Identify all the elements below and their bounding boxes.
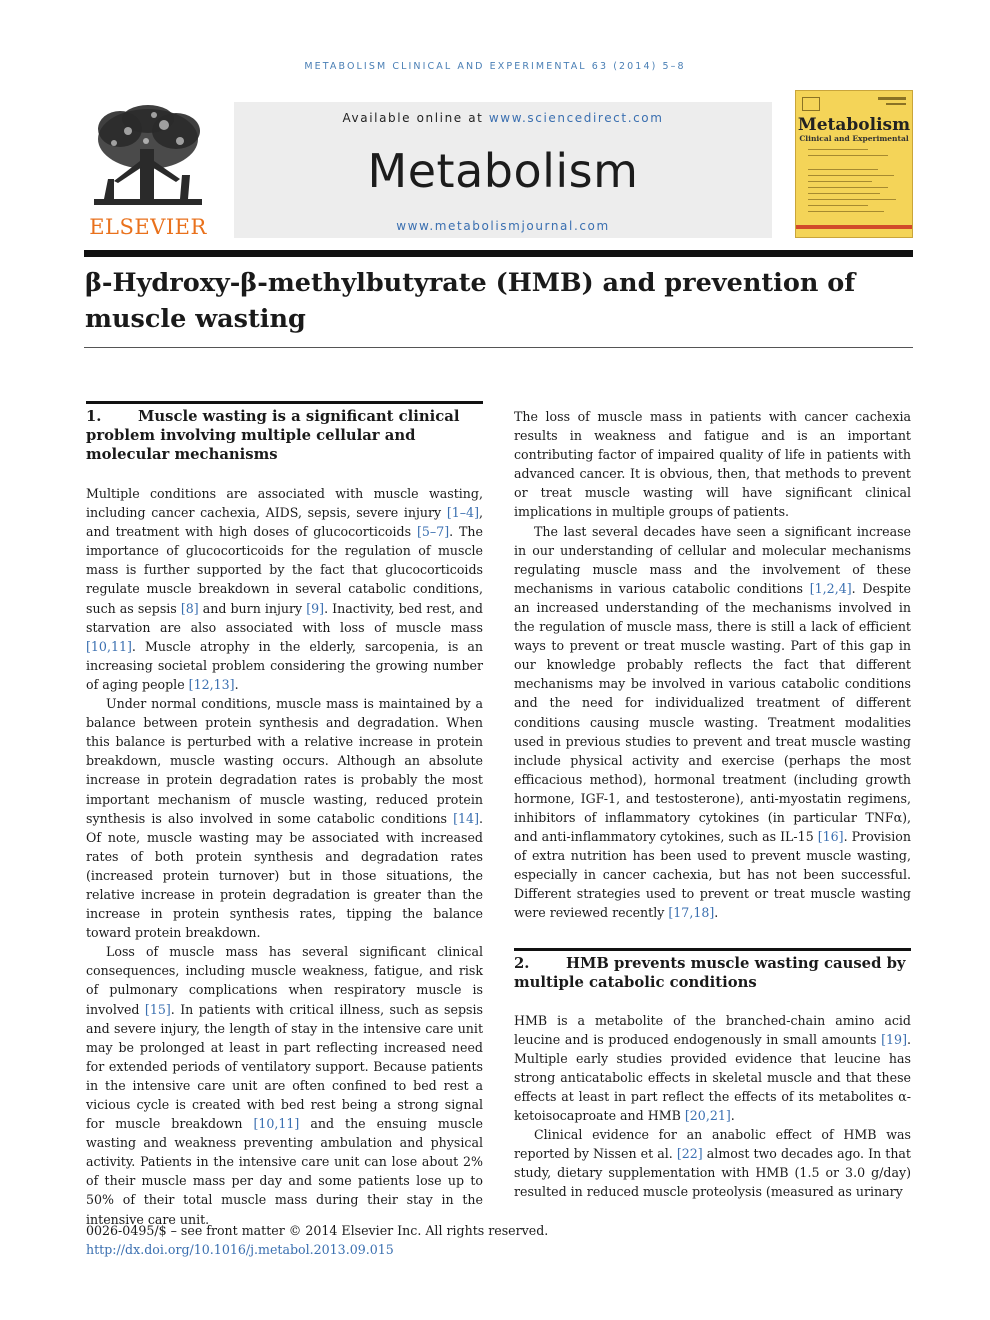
journal-title: Metabolism — [367, 144, 639, 198]
section-1-rule — [86, 401, 483, 404]
citation-link[interactable]: [17,18] — [668, 905, 715, 921]
right-column — [514, 407, 911, 1201]
section-1-paragraph-2: Under normal conditions, muscle mass is maintained by a balance between protein synthesis and degradation. When this balance is perturbed with a relative increase in protein breakdown, muscle wasting occurs. Although an absolute increase in protein degradation rates is probably the most important mechanism of muscle wasting, reduced protein synthesis is also involved in some catabolic conditions [14]. Of note, muscle wasting may be associated with increased rates of both protein synthesis and degradation rates (increased protein turnover) but in those situations, the relative increase in protein degradation is greater than the increase in protein synthesis rates, tipping the balance toward protein breakdown. — [86, 696, 483, 941]
journal-website-link[interactable]: www.metabolismjournal.com — [396, 219, 610, 233]
left-column — [86, 401, 483, 1229]
citation-link[interactable]: [15] — [144, 1001, 171, 1017]
section-1-number: 1. — [86, 408, 102, 425]
section-2-title: HMB prevents muscle wasting caused by multiple catabolic conditions — [514, 954, 906, 991]
citation-link[interactable]: [14] — [453, 810, 479, 826]
section-2-rule — [514, 948, 911, 951]
citation-link[interactable]: [16] — [817, 829, 844, 845]
citation-link[interactable]: [1,2,4] — [809, 580, 852, 596]
section-1-paragraph-1: Multiple conditions are associated with muscle wasting, including cancer cachexia, AIDS, sepsis, severe injury [1–4], and treatment with high doses of glucocorticoids [5–7]. The importance of glucocorticoids for the regulation of muscle mass is further supported by the fact that glucocorticoids regulate muscle breakdown in several catabolic conditions, such as sepsis [8] and burn injury [9]. Inactivity, bed rest, and starvation are also associated with loss of muscle mass [10,11]. Muscle atrophy in the elderly, sarcopenia, is an increasing societal problem considering the growing number of aging people [12,13]. — [86, 486, 483, 692]
section-2-paragraph-2: Clinical evidence for an anabolic effect of HMB was reported by Nissen et al. [22] almost two decades ago. In that study, dietary supplementation with HMB (1.5 or 3.0 g/day) resulted in reduced muscle proteolysis (measured as urinary — [514, 1127, 911, 1200]
citation-link[interactable]: [22] — [676, 1146, 703, 1162]
article-title: β-Hydroxy-β-methylbutyrate (HMB) and prevention of muscle wasting — [85, 268, 856, 334]
section-2-heading — [514, 954, 911, 992]
available-prefix: Available online at — [342, 111, 489, 125]
citation-link[interactable]: [12,13] — [188, 676, 235, 692]
cover-title: Metabolism — [797, 115, 911, 135]
journal-header-box — [234, 102, 772, 238]
citation-link[interactable]: [1–4] — [446, 505, 479, 521]
journal-cover-thumbnail — [795, 90, 913, 238]
cover-emblem-icon — [802, 97, 820, 111]
page-footer — [86, 1221, 548, 1259]
doi-link[interactable]: http://dx.doi.org/10.1016/j.metabol.2013.09.015 — [86, 1242, 394, 1257]
section-2-number: 2. — [514, 954, 530, 972]
section-2-paragraph-1: HMB is a metabolite of the branched-chain amino acid leucine and is produced endogenously in small amounts [19]. Multiple early studies provided evidence that leucine has strong anticatabolic effects in skeletal muscle and that these effects at least in part reflect the effects of its metabolites α-ketoisocaproate and HMB [20,21]. — [514, 1012, 911, 1123]
journal-citation-line: METABOLISM CLINICAL AND EXPERIMENTAL 63 (2014) 5–8 — [304, 61, 686, 72]
citation-link[interactable]: [9] — [306, 600, 325, 616]
sciencedirect-link[interactable]: www.sciencedirect.com — [488, 111, 664, 125]
section-1-paragraph-3: Loss of muscle mass has several significant clinical consequences, including muscle weakness, fatigue, and risk of pulmonary complications when respiratory muscle is involved [15]. In patients with critical illness, such as sepsis and severe injury, the length of stay in the intensive care unit may be prolonged at least in part reflecting increased need for extended periods of ventilatory support. Because patients in the intensive care unit are often confined to bed rest a vicious cycle is created with bed rest being a strong signal for muscle breakdown [10,11] and the ensuing muscle wasting and weakness preventing ambulation and physical activity. Patients in the intensive care unit can lose about 2% of their muscle mass per day and some patients lose up to 50% of their total muscle mass during their stay in the intensive care unit. — [86, 944, 483, 1227]
header-divider-bar — [84, 250, 913, 257]
elsevier-logo — [84, 101, 212, 241]
available-online-line — [234, 111, 772, 125]
citation-link[interactable]: [10,11] — [253, 1116, 300, 1132]
citation-link[interactable]: [19] — [881, 1031, 907, 1047]
cover-subtitle: Clinical and Experimental — [799, 134, 909, 143]
section-1-paragraph-4: The loss of muscle mass in patients with cancer cachexia results in weakness and fatigue and is an important contributing factor of impaired quality of life in patients with advanced cancer. It is obvious, then, that methods to prevent or treat muscle wasting will have significant clinical implications in multiple groups of patients. — [514, 409, 911, 520]
title-rule — [84, 347, 913, 348]
citation-link[interactable]: [10,11] — [86, 638, 132, 654]
section-1-title: Muscle wasting is a significant clinical problem involving multiple cellular and molecular mechanisms — [86, 408, 460, 463]
citation-link[interactable]: [20,21] — [684, 1108, 731, 1123]
section-1-heading — [86, 407, 483, 464]
publisher-name: ELSEVIER — [89, 215, 207, 239]
citation-link[interactable]: [5–7] — [416, 524, 450, 540]
citation-link[interactable]: [8] — [180, 600, 199, 616]
section-1-paragraph-5: The last several decades have seen a significant increase in our understanding of cellular and molecular mechanisms regulating muscle mass and the involvement of these mechanisms in various catabolic conditions [1,2,4]. Despite an increased understanding of the mechanisms involved in the regulation of muscle mass, there is still a lack of efficient ways to prevent or treat muscle wasting. Part of this gap in our knowledge probably reflects the fact that different mechanisms may be involved in various catabolic conditions and the need for individualized treatment of different conditions causing muscle wasting. Treatment modalities used in previous studies to prevent and treat muscle wasting include physical activity and exercise (perhaps the most efficacious method), hormonal treatment (including growth hormone, IGF-1, and testosterone), anti-myostatin regimens, inhibitors of inflammatory cytokines (in particular TNFα), and anti-inflammatory cytokines, such as IL-15 [16]. Provision of extra nutrition has been used to prevent muscle wasting, especially in cancer cachexia, but has not been successful. Different strategies used to prevent or treat muscle wasting were reviewed recently [17,18]. — [514, 523, 911, 921]
copyright-line: 0026-0495/$ – see front matter © 2014 Elsevier Inc. All rights reserved. — [86, 1223, 549, 1238]
